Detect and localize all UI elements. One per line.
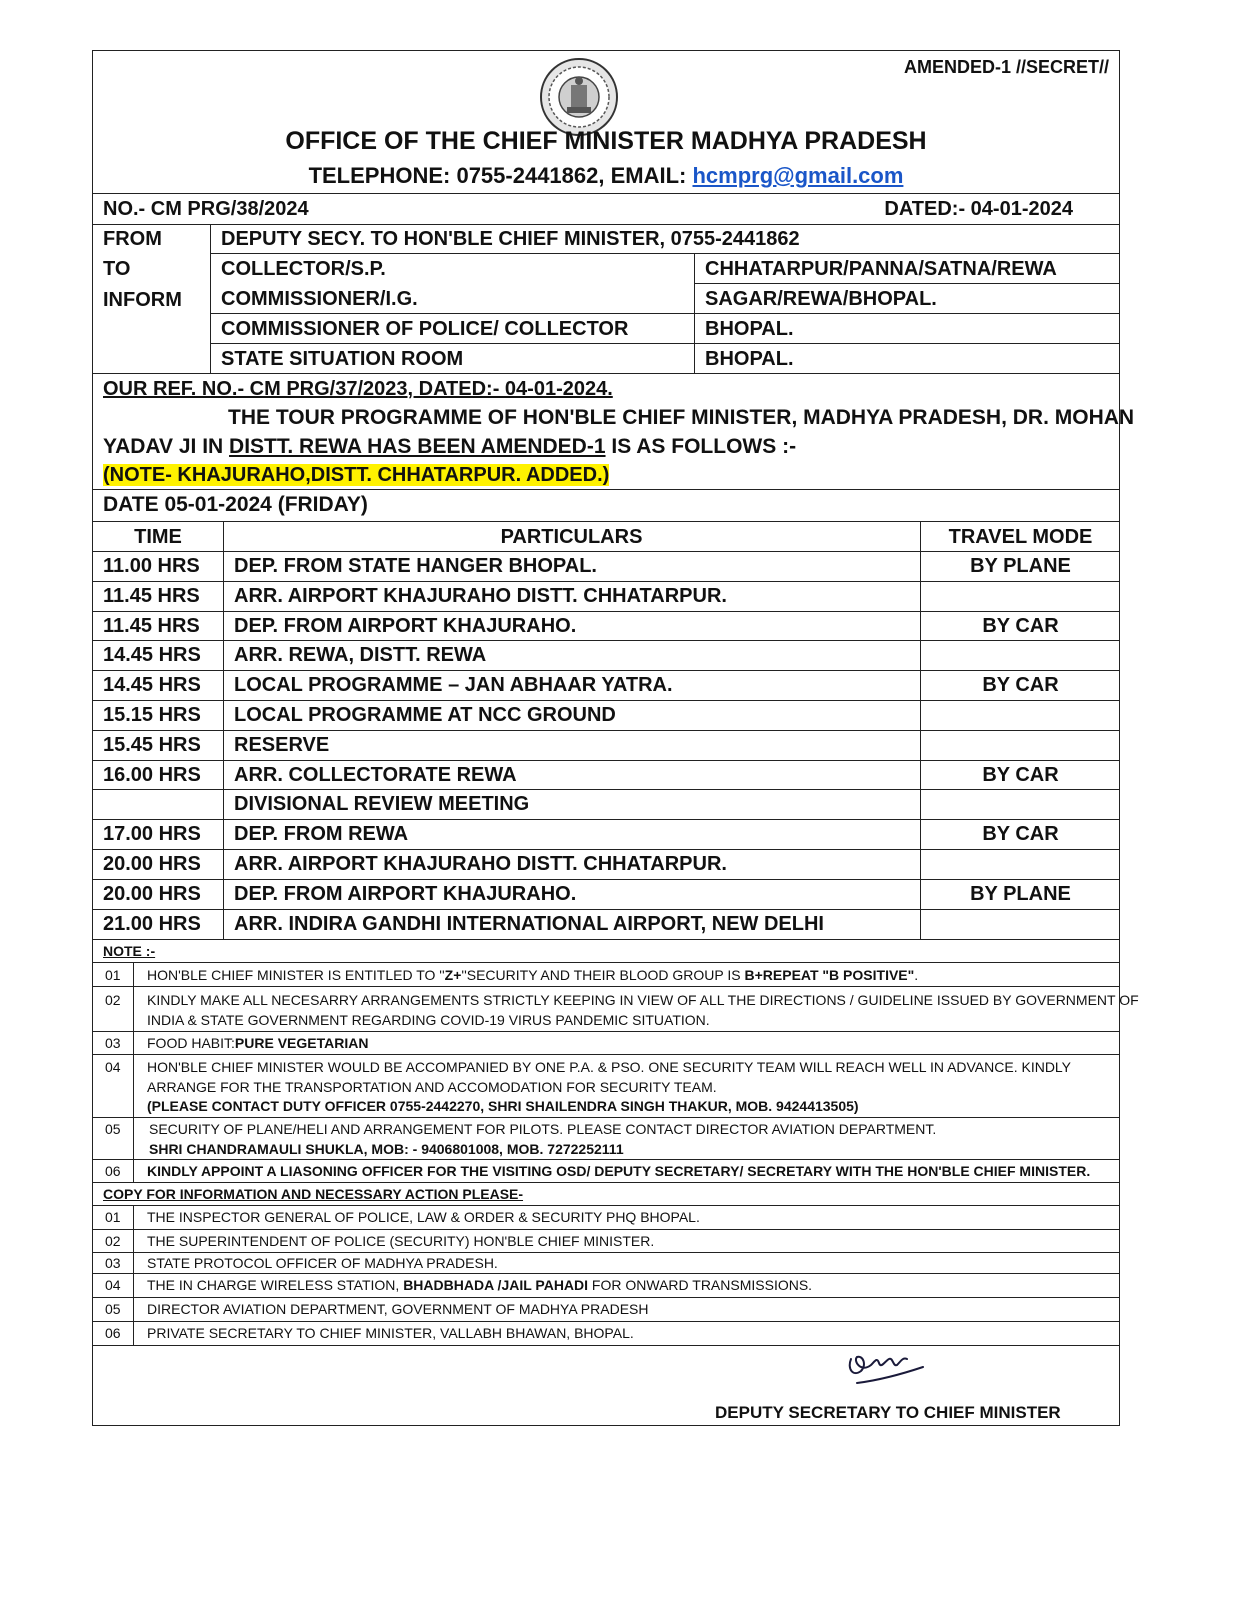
reference-number: OUR REF. NO.- CM PRG/37/2023, DATED:- 04-01-2024. bbox=[103, 378, 613, 400]
schedule-particulars: ARR. AIRPORT KHAJURAHO DISTT. CHHATARPUR. bbox=[234, 584, 727, 607]
note-number: 01 bbox=[105, 967, 121, 983]
note-number: 06 bbox=[105, 1163, 121, 1179]
schedule-time: 21.00 HRS bbox=[103, 912, 201, 935]
schedule-travel-mode: BY PLANE bbox=[970, 882, 1071, 905]
schedule-particulars: LOCAL PROGRAMME AT NCC GROUND bbox=[234, 704, 616, 726]
schedule-travel-mode: BY CAR bbox=[982, 823, 1059, 846]
schedule-time: 11.45 HRS bbox=[103, 584, 200, 607]
copy-number: 05 bbox=[105, 1301, 121, 1317]
travel-mode-column-header: TRAVEL MODE bbox=[948, 526, 1093, 548]
classification-label: AMENDED-1 //SECRET// bbox=[903, 57, 1109, 77]
note-covid-line1: KINDLY MAKE ALL NECESARRY ARRANGEMENTS STRICTLY KEEPING IN VIEW OF ALL THE DIRECTIONS / GUIDELINE ISSUED BY GOVERNMENT OF bbox=[147, 992, 1139, 1008]
recipient-designation: COMMISSIONER OF POLICE/ COLLECTOR bbox=[221, 318, 629, 340]
schedule-date: DATE 05-01-2024 (FRIDAY) bbox=[103, 493, 368, 516]
to-label: TO bbox=[103, 258, 131, 280]
schedule-particulars: DEP. FROM REWA bbox=[234, 823, 409, 846]
note-accompany-line1: HON'BLE CHIEF MINISTER WOULD BE ACCOMPANIED BY ONE P.A. & PSO. ONE SECURITY TEAM WILL REACH WELL IN ADVANCE. KINDLY bbox=[147, 1059, 1072, 1075]
row-divider bbox=[93, 611, 1119, 612]
schedule-particulars: DEP. FROM AIRPORT KHAJURAHO. bbox=[234, 882, 577, 905]
row-divider bbox=[93, 581, 1119, 582]
recipient-designation: COLLECTOR/S.P. bbox=[221, 258, 386, 280]
schedule-time: 15.45 HRS bbox=[103, 733, 201, 756]
notes-heading: NOTE :- bbox=[103, 943, 156, 959]
document-page bbox=[92, 50, 1139, 1426]
row-divider bbox=[93, 760, 1119, 761]
office-title: OFFICE OF THE CHIEF MINISTER MADHYA PRADESH bbox=[285, 127, 927, 155]
note-number: 04 bbox=[105, 1059, 121, 1075]
row-divider bbox=[93, 730, 1119, 731]
row-divider bbox=[93, 670, 1119, 671]
state-emblem-icon bbox=[527, 57, 631, 137]
letter-date: DATED:- 04-01-2024 bbox=[884, 198, 1073, 220]
copy-number: 06 bbox=[105, 1325, 121, 1341]
schedule-travel-mode: BY CAR bbox=[982, 614, 1059, 637]
row-divider bbox=[93, 909, 1119, 910]
inform-label: INFORM bbox=[103, 289, 182, 311]
schedule-particulars: LOCAL PROGRAMME – JAN ABHAAR YATRA. bbox=[234, 674, 673, 697]
note-number: 05 bbox=[105, 1121, 121, 1137]
note-security: HON'BLE CHIEF MINISTER IS ENTITLED TO ''Z+''SECURITY AND THEIR BLOOD GROUP IS B+REPEAT "B POSITIVE". bbox=[147, 967, 919, 983]
note-number: 02 bbox=[105, 992, 121, 1008]
schedule-travel-mode: BY CAR bbox=[982, 674, 1059, 697]
recipient-designation: COMMISSIONER/I.G. bbox=[221, 288, 418, 310]
row-divider bbox=[93, 819, 1119, 820]
email-link[interactable]: hcmprg@gmail.com bbox=[692, 163, 904, 188]
tour-intro-line1: THE TOUR PROGRAMME OF HON'BLE CHIEF MINISTER, MADHYA PRADESH, DR. MOHAN bbox=[228, 406, 1135, 429]
note-number: 03 bbox=[105, 1035, 121, 1051]
schedule-time: 14.45 HRS bbox=[103, 644, 201, 667]
copy-recipient: STATE PROTOCOL OFFICER OF MADHYA PRADESH. bbox=[147, 1255, 498, 1271]
copy-number: 03 bbox=[105, 1255, 121, 1271]
copy-recipient: THE IN CHARGE WIRELESS STATION, BHADBHADA /JAIL PAHADI FOR ONWARD TRANSMISSIONS. bbox=[147, 1277, 813, 1293]
schedule-particulars: DEP. FROM AIRPORT KHAJURAHO. bbox=[234, 614, 577, 637]
schedule-particulars: RESERVE bbox=[234, 733, 330, 756]
schedule-time: 17.00 HRS bbox=[103, 823, 201, 846]
recipient-place: BHOPAL. bbox=[705, 318, 794, 340]
note-accompany-line2: ARRANGE FOR THE TRANSPORTATION AND ACCOMODATION FOR SECURITY TEAM. bbox=[147, 1079, 717, 1095]
tour-intro-line2: YADAV JI IN DISTT. REWA HAS BEEN AMENDED-1 IS AS FOLLOWS :- bbox=[103, 435, 797, 458]
particulars-column-header: PARTICULARS bbox=[500, 526, 643, 548]
schedule-time: 20.00 HRS bbox=[103, 882, 201, 905]
schedule-particulars: DIVISIONAL REVIEW MEETING bbox=[234, 793, 530, 816]
contact-line bbox=[93, 163, 1119, 189]
from-value: DEPUTY SECY. TO HON'BLE CHIEF MINISTER, 0755-2441862 bbox=[221, 228, 800, 250]
note-duty-officer: (PLEASE CONTACT DUTY OFFICER 0755-2442270, SHRI SHAILENDRA SINGH THAKUR, MOB. 9424413505) bbox=[147, 1098, 859, 1114]
signatory-designation: DEPUTY SECRETARY TO CHIEF MINISTER bbox=[715, 1403, 1061, 1422]
schedule-travel-mode: BY PLANE bbox=[970, 555, 1071, 577]
copy-recipient: THE INSPECTOR GENERAL OF POLICE, LAW & ORDER & SECURITY PHQ BHOPAL. bbox=[147, 1209, 700, 1225]
row-divider bbox=[93, 700, 1119, 701]
note-liaison-officer: KINDLY APPOINT A LIASONING OFFICER FOR THE VISITING OSD/ DEPUTY SECRETARY/ SECRETARY WITH THE HON'BLE CHIEF MINISTER. bbox=[147, 1163, 1091, 1179]
row-divider bbox=[93, 879, 1119, 880]
schedule-time: 20.00 HRS bbox=[103, 853, 201, 875]
schedule-travel-mode: BY CAR bbox=[982, 763, 1059, 786]
schedule-particulars: ARR. REWA, DISTT. REWA bbox=[234, 644, 487, 667]
time-column-header: TIME bbox=[134, 526, 182, 548]
note-covid-line2: INDIA & STATE GOVERNMENT REGARDING COVID-19 VIRUS PANDEMIC SITUATION. bbox=[147, 1012, 710, 1028]
recipient-place: CHHATARPUR/PANNA/SATNA/REWA bbox=[705, 258, 1057, 280]
copy-number: 02 bbox=[105, 1233, 121, 1249]
schedule-particulars: ARR. COLLECTORATE REWA bbox=[234, 763, 517, 786]
schedule-particulars: ARR. AIRPORT KHAJURAHO DISTT. CHHATARPUR. bbox=[234, 853, 727, 875]
copy-recipient: PRIVATE SECRETARY TO CHIEF MINISTER, VALLABH BHAWAN, BHOPAL. bbox=[147, 1325, 634, 1341]
recipient-designation: STATE SITUATION ROOM bbox=[221, 348, 464, 370]
recipient-place: SAGAR/REWA/BHOPAL. bbox=[705, 288, 937, 310]
recipient-place: BHOPAL. bbox=[705, 348, 794, 370]
note-aviation-line1: SECURITY OF PLANE/HELI AND ARRANGEMENT FOR PILOTS. PLEASE CONTACT DIRECTOR AVIATION DEPARTMENT. bbox=[149, 1121, 937, 1137]
schedule-time: 16.00 HRS bbox=[103, 763, 201, 786]
row-divider bbox=[93, 640, 1119, 641]
copy-recipient: DIRECTOR AVIATION DEPARTMENT, GOVERNMENT OF MADHYA PRADESH bbox=[147, 1301, 649, 1317]
row-divider bbox=[93, 849, 1119, 850]
note-food-habit: FOOD HABIT:PURE VEGETARIAN bbox=[147, 1035, 369, 1051]
signature-image bbox=[843, 1343, 933, 1399]
schedule-time: 11.45 HRS bbox=[103, 614, 200, 637]
telephone-text: TELEPHONE: 0755-2441862, EMAIL: bbox=[308, 163, 693, 188]
from-label: FROM bbox=[103, 228, 162, 250]
letter-number: NO.- CM PRG/38/2024 bbox=[103, 198, 309, 220]
copy-recipient: THE SUPERINTENDENT OF POLICE (SECURITY) HON'BLE CHIEF MINISTER. bbox=[147, 1233, 655, 1249]
row-divider bbox=[93, 551, 1119, 552]
amendment-note: (NOTE- KHAJURAHO,DISTT. CHHATARPUR. ADDED.) bbox=[103, 464, 610, 486]
schedule-time: 11.00 HRS bbox=[103, 555, 200, 577]
schedule-time: 14.45 HRS bbox=[103, 674, 201, 697]
copy-number: 01 bbox=[105, 1209, 121, 1225]
schedule-particulars: ARR. INDIRA GANDHI INTERNATIONAL AIRPORT, NEW DELHI bbox=[234, 912, 824, 935]
schedule-particulars: DEP. FROM STATE HANGER BHOPAL. bbox=[234, 555, 597, 577]
note-aviation-contact: SHRI CHANDRAMAULI SHUKLA, MOB: - 9406801008, MOB. 7272252111 bbox=[149, 1141, 624, 1157]
schedule-time: 15.15 HRS bbox=[103, 704, 201, 726]
row-divider bbox=[93, 789, 1119, 790]
copy-number: 04 bbox=[105, 1277, 121, 1293]
copy-heading: COPY FOR INFORMATION AND NECESSARY ACTION PLEASE- bbox=[103, 1186, 524, 1202]
